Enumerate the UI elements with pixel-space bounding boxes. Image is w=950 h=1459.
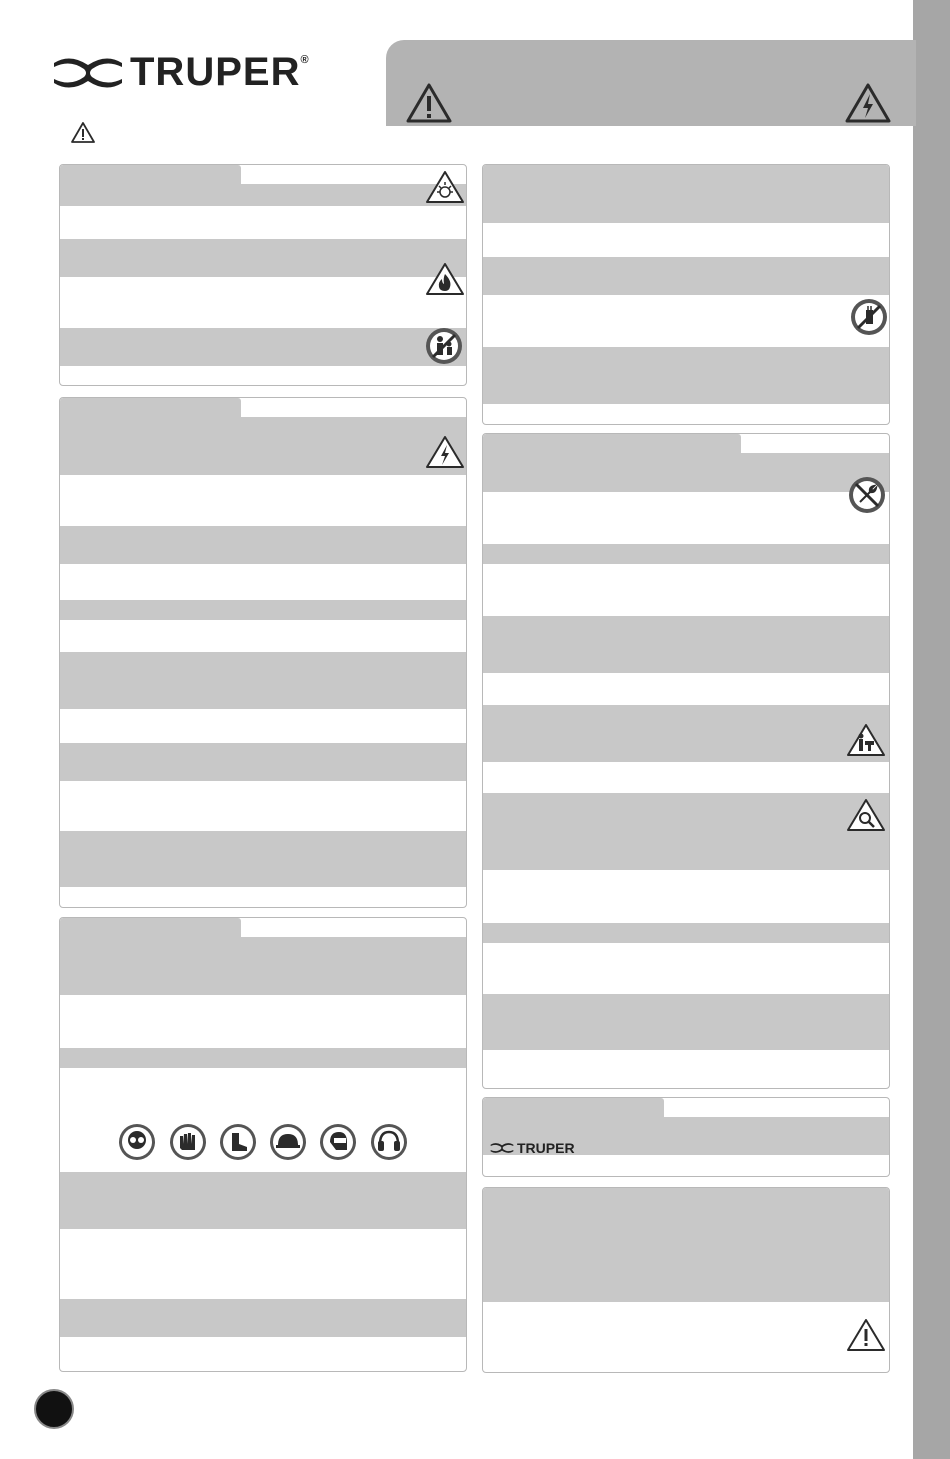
safety-section-electrical-cont (482, 164, 890, 425)
warning-triangle-icon (846, 1318, 886, 1352)
face-mask-icon (320, 1124, 356, 1160)
brand-logo (52, 50, 310, 95)
section-tab (60, 165, 241, 186)
safety-goggles-icon (119, 1124, 155, 1160)
warning-triangle-icon (405, 82, 453, 124)
safety-boots-icon (220, 1124, 256, 1160)
no-plug-modification-icon (851, 299, 887, 335)
text-band (483, 1188, 889, 1302)
section-tab (483, 434, 741, 455)
service-section (482, 1097, 890, 1177)
brand-mark-icon (490, 1142, 514, 1154)
section-tab (60, 918, 241, 939)
text-band (483, 165, 889, 223)
text-band (60, 652, 466, 709)
section-heading-band (60, 417, 466, 475)
text-band (483, 923, 889, 943)
keep-children-away-icon (426, 328, 462, 364)
section-tab (483, 1098, 664, 1119)
text-band (60, 831, 466, 887)
secure-workpiece-icon (846, 723, 886, 757)
no-maintenance-icon (849, 477, 885, 513)
text-band (60, 1048, 466, 1068)
explosive-atmosphere-icon (425, 170, 465, 204)
warning-triangle-icon (70, 121, 96, 144)
service-brand-logo (490, 1140, 575, 1156)
warning-section (482, 1187, 890, 1373)
gloves-icon (170, 1124, 206, 1160)
text-band (483, 616, 889, 673)
safety-section-work-area (59, 164, 467, 386)
text-band (60, 239, 466, 277)
text-band (483, 544, 889, 564)
electric-hazard-icon (425, 435, 465, 469)
text-band (60, 526, 466, 564)
text-band (60, 328, 466, 366)
text-band (60, 600, 466, 620)
inspect-icon (846, 798, 886, 832)
header-banner (386, 40, 916, 126)
safety-section-tool-use (482, 433, 890, 1089)
fire-hazard-icon (425, 262, 465, 296)
text-band (483, 705, 889, 762)
section-heading-band (60, 937, 466, 995)
text-band (483, 257, 889, 295)
ear-protection-icon (371, 1124, 407, 1160)
section-heading-band (483, 453, 889, 492)
page-side-strip (913, 0, 950, 1459)
safety-section-electrical (59, 397, 467, 908)
text-band (60, 1299, 466, 1337)
section-heading-band (60, 184, 466, 206)
service-brand-name: TRUPER (517, 1140, 575, 1156)
section-tab (60, 398, 241, 419)
brand-name: TRUPER® (130, 50, 310, 94)
page-number-badge (34, 1389, 74, 1429)
text-band (483, 994, 889, 1050)
brand-mark-icon (52, 55, 124, 91)
hard-hat-icon (270, 1124, 306, 1160)
electric-hazard-icon (844, 82, 892, 124)
text-band (60, 743, 466, 781)
text-band (60, 1172, 466, 1229)
text-band (483, 347, 889, 404)
text-band (483, 793, 889, 870)
